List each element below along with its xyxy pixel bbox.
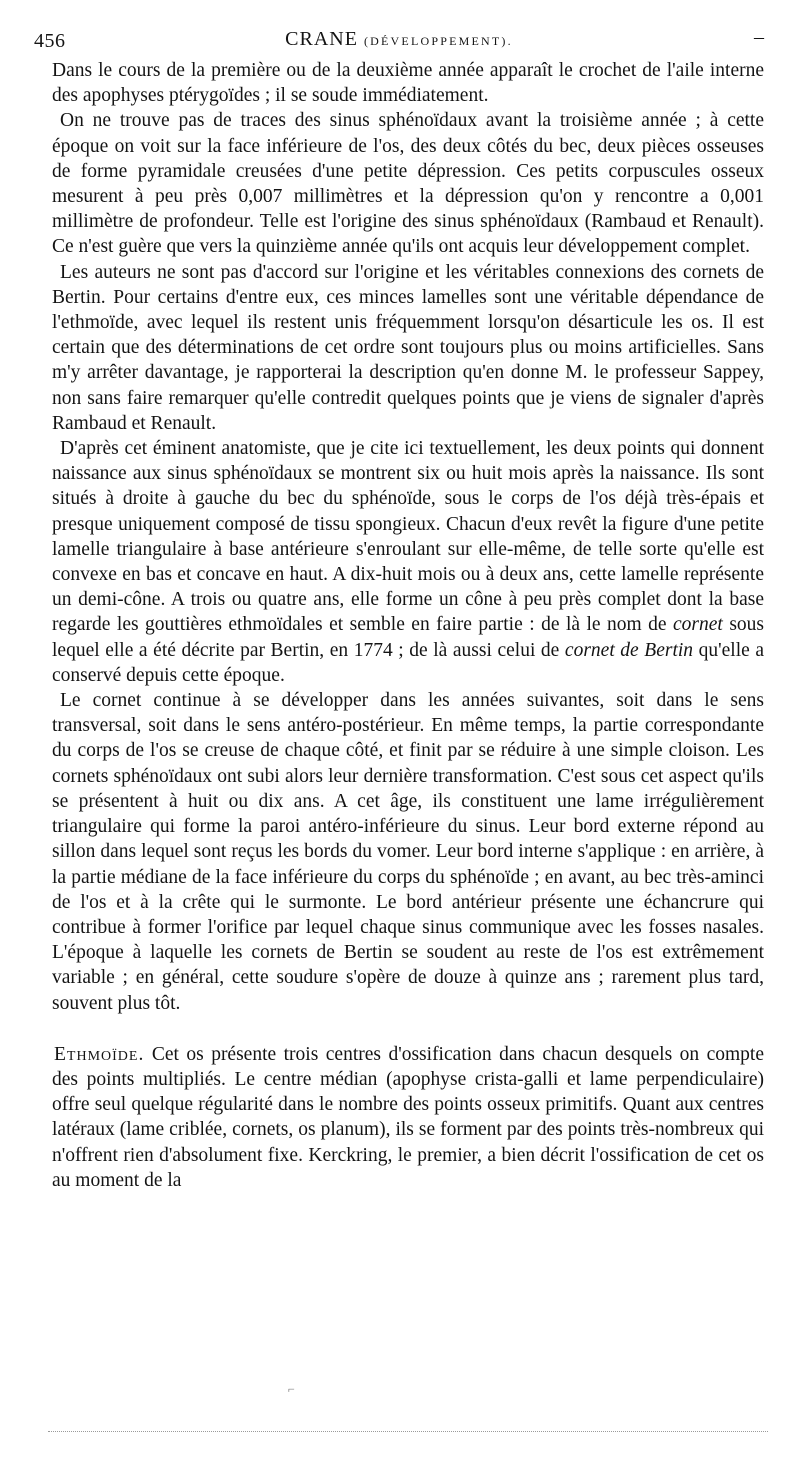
- paragraph-4-text-b: sous lequel elle a été décrite par Bertin, en 1774 ; de là aussi celui de: [52, 614, 765, 661]
- paragraph-4: [52, 436, 764, 688]
- paragraph-4-text-a: D'après cet éminent anatomiste, que je cite ici textuellement, les deux points qui donnent naissance aux sinus sphénoïdaux se montrent six ou huit mois après la naissance. Ils sont situés à droite à gauche du bec du sphénoïde, sous le corps de l'os déjà très-épais et presque uniquement composé de tissu spongieux. Chacun d'eux revêt la figure d'une petite lamelle triangulaire à base antérieure s'enroulant sur elle-même, de telle sorte qu'elle est convexe en bas et concave en haut. A dix-huit mois ou à deux ans, cette lamelle représente un demi-cône. A trois ou quatre ans, elle forme un cône à peu près complet dont la base regarde les gouttières ethmoïdales et semble en faire partie : de là le nom de: [52, 438, 764, 636]
- section-text: Cet os présente trois centres d'ossification dans chacun desquels on compte des points multipliés. Le centre médian (apophyse crista-galli et lame perpendiculaire) offre seul quelque régularité dans le nombre des points osseux primitifs. Quant aux centres latéraux (lame criblée, cornets, os planum), ils se forment par des points très-nombreux qui n'offrent rien d'absolument fixe. Kerckring, le premier, a bien décrit l'ossification de cet os au moment de la: [52, 1043, 764, 1191]
- running-title-main: CRANE: [285, 28, 358, 50]
- section-heading: Ethmoïde.: [54, 1043, 145, 1065]
- page-header: [34, 26, 764, 60]
- paragraph-1: Dans le cours de la première ou de la deuxième année apparaît le crochet de l'aile interne des apophyses ptérygoïdes ; il se soude immédiatement.: [52, 60, 764, 107]
- paragraph-5: Le cornet continue à se développer dans les années suivantes, soit dans le sens transversal, soit dans le sens antéro-postérieur. En même temps, la partie correspondante du corps de l'os se creuse de chaque côté, et finit par se réduire à une simple cloison. Les cornets sphénoïdaux ont subi alors leur dernière transformation. C'est sous cet aspect qu'ils se présentent à huit ou dix ans. A cet âge, ils constituent une lame irrégulièrement triangulaire qui forme la paroi antéro-inférieure du sinus. Leur bord externe répond au sillon dans lequel sont reçus les bords du vomer. Leur bord interne s'applique : en arrière, à la partie médiane de la face inférieure du corps du sphénoïde ; en avant, au bec très-aminci de l'os et à la crête qui le surmonte. Le bord antérieur présente une échancrure qui contribue à former l'orifice par lequel chaque sinus communique avec les fosses nasales. L'époque à laquelle les cornets de Bertin se soudent au reste de l'os est extrêmement variable ; en général, cette soudure s'opère de douze à quinze ans ; rarement plus tard, souvent plus tôt.: [52, 690, 764, 1014]
- page-number: 456: [34, 30, 66, 52]
- running-title: [34, 28, 764, 51]
- header-mark: –: [754, 26, 764, 48]
- paragraph-4-italic-cornet-de-bertin: cornet de Bertin: [564, 639, 694, 661]
- footer-rule: [48, 1431, 768, 1432]
- stray-mark: ⌐: [288, 1382, 295, 1396]
- paragraph-4-text-c: qu'elle a conservé depuis cette époque.: [52, 639, 764, 686]
- running-title-sub: (DÉVELOPPEMENT).: [363, 34, 513, 48]
- paragraph-4-italic-cornet: cornet: [673, 614, 723, 636]
- section-ethmoide: [52, 1042, 764, 1193]
- paragraph-3: Les auteurs ne sont pas d'accord sur l'origine et les véritables connexions des cornets de Bertin. Pour certains d'entre eux, ces minces lamelles sont une véritable dépendance de l'ethmoïde, avec lequel ils restent unis fréquemment lorsqu'on désarticule les os. Il est certain que des déterminations de cet ordre sont toujours plus ou moins artificielles. Sans m'y arrêter davantage, je rapporterai la description qu'en donne M. le professeur Sappey, non sans faire remarquer qu'elle contredit quelques points que je viens de signaler d'après Rambaud et Renault.: [52, 261, 764, 434]
- paragraph-2: On ne trouve pas de traces des sinus sphénoïdaux avant la troisième année ; à cette époque on voit sur la face inférieure de l'os, des deux côtés du bec, deux pièces osseuses de forme pyramidale creusées d'une petite dépression. Ces petits corpuscules osseux mesurent à peu près 0,007 millimètres et la dépression qu'on y rencontre a 0,001 millimètre de profondeur. Telle est l'origine des sinus sphénoïdaux (Rambaud et Renault). Ce n'est guère que vers la quinzième année qu'ils ont acquis leur développement complet.: [52, 110, 764, 258]
- body-text: [52, 58, 764, 1193]
